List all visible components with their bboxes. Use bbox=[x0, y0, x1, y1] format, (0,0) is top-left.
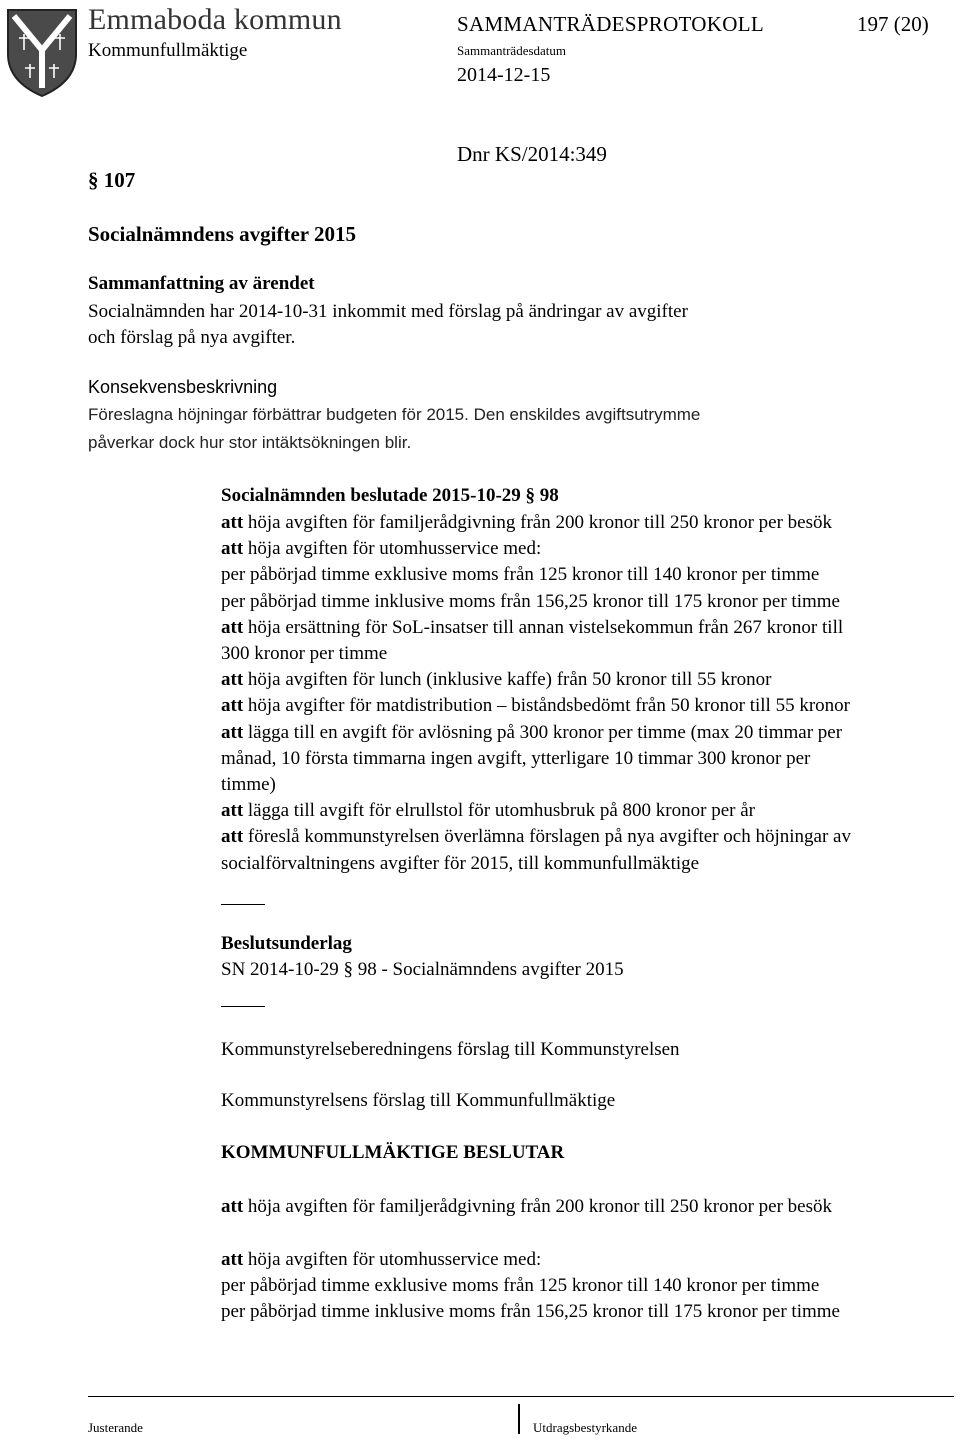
basis-item: SN 2014-10-29 § 98 - Socialnämndens avgifter 2015 bbox=[221, 959, 624, 980]
page-number: 197 (20) bbox=[857, 12, 929, 36]
case-number: Dnr KS/2014:349 bbox=[457, 142, 607, 166]
consequence-heading: Konsekvensbeskrivning bbox=[88, 377, 278, 397]
case-title: Socialnämndens avgifter 2015 bbox=[88, 222, 356, 246]
sn-decision-line: att höja avgiften för lunch (inklusive kaffe) från 50 kronor till 55 kronor bbox=[221, 669, 772, 690]
sn-decision-line: att höja avgiften för familjerådgivning från 200 kronor till 250 kronor per besök bbox=[221, 512, 832, 533]
proposal-line: Kommunstyrelseberedningens förslag till Kommunstyrelsen bbox=[221, 1039, 680, 1060]
sn-decision-line: timme) bbox=[221, 774, 276, 795]
divider bbox=[221, 1006, 265, 1007]
sn-decision-line: per påbörjad timme inklusive moms från 156,25 kronor till 175 kronor per timme bbox=[221, 591, 840, 612]
sn-decision-line: månad, 10 första timmarna ingen avgift, ytterligare 10 timmar 300 kronor per bbox=[221, 748, 811, 769]
coat-of-arms-logo bbox=[4, 6, 80, 98]
sn-decision-line: att höja ersättning för SoL-insatser till annan vistelsekommun från 267 kronor till bbox=[221, 617, 844, 638]
proposal-line: Kommunstyrelsens förslag till Kommunfullmäktige bbox=[221, 1090, 616, 1111]
organization-name: Emmaboda kommun bbox=[88, 3, 342, 36]
meeting-date: 2014-12-15 bbox=[457, 64, 551, 86]
sn-decision-line: per påbörjad timme exklusive moms från 125 kronor till 140 kronor per timme bbox=[221, 564, 820, 585]
footer-rule bbox=[88, 1396, 954, 1397]
sn-decision-line: socialförvaltningens avgifter för 2015, till kommunfullmäktige bbox=[221, 853, 700, 874]
footer-separator bbox=[518, 1404, 520, 1434]
document-type: SAMMANTRÄDESPROTOKOLL bbox=[457, 12, 764, 36]
kf-decision-line: att höja avgiften för utomhusservice med: bbox=[221, 1249, 542, 1270]
summary-heading: Sammanfattning av ärendet bbox=[88, 273, 315, 294]
organization-body: Kommunfullmäktige bbox=[88, 40, 248, 61]
basis-heading: Beslutsunderlag bbox=[221, 933, 352, 954]
summary-line: och förslag på nya avgifter. bbox=[88, 327, 296, 348]
consequence-line: Föreslagna höjningar förbättrar budgeten för 2015. Den enskildes avgiftsutrymme bbox=[88, 405, 701, 424]
meeting-date-label: Sammanträdesdatum bbox=[457, 43, 567, 58]
footer-right-label: Utdragsbestyrkande bbox=[533, 1420, 637, 1435]
sn-decision-line: 300 kronor per timme bbox=[221, 643, 388, 664]
sn-decision-line: att lägga till avgift för elrullstol för utomhusbruk på 800 kronor per år bbox=[221, 800, 755, 821]
sn-decision-heading: Socialnämnden beslutade 2015-10-29 § 98 bbox=[221, 485, 559, 506]
consequence-line: påverkar dock hur stor intäktsökningen blir. bbox=[88, 433, 412, 452]
kf-decision-heading: KOMMUNFULLMÄKTIGE BESLUTAR bbox=[221, 1142, 565, 1163]
kf-decision-line: per påbörjad timme exklusive moms från 125 kronor till 140 kronor per timme bbox=[221, 1275, 820, 1296]
kf-decision-line: per påbörjad timme inklusive moms från 156,25 kronor till 175 kronor per timme bbox=[221, 1301, 840, 1322]
paragraph-number: § 107 bbox=[88, 168, 136, 192]
sn-decision-line: att lägga till en avgift för avlösning på 300 kronor per timme (max 20 timmar per bbox=[221, 722, 843, 743]
sn-decision-line: att höja avgifter för matdistribution – biståndsbedömt från 50 kronor till 55 kronor bbox=[221, 695, 850, 716]
sn-decision-line: att höja avgiften för utomhusservice med: bbox=[221, 538, 542, 559]
summary-line: Socialnämnden har 2014-10-31 inkommit med förslag på ändringar av avgifter bbox=[88, 301, 688, 322]
footer-left-label: Justerande bbox=[88, 1420, 143, 1435]
sn-decision-line: att föreslå kommunstyrelsen överlämna förslagen på nya avgifter och höjningar av bbox=[221, 826, 851, 847]
kf-decision-line: att höja avgiften för familjerådgivning från 200 kronor till 250 kronor per besök bbox=[221, 1196, 832, 1217]
divider bbox=[221, 904, 265, 905]
